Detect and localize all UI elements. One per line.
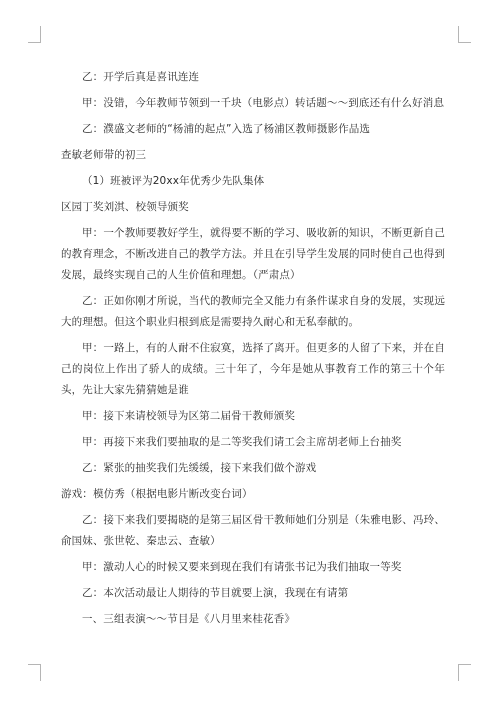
paragraph: （1）班被评为20xx年优秀少先队集体 (82, 175, 265, 187)
crop-mark-bottom-right (458, 664, 471, 681)
crop-mark-bottom-left (28, 664, 41, 681)
paragraph: 乙：本次活动最让人期待的节目就要上演，我现在有请第 (82, 587, 349, 599)
paragraph: 甲：激动人心的时候又要来到现在我们有请张书记为我们抽取一等奖 (82, 561, 402, 573)
paragraph: 查敏老师带的初三 (61, 149, 147, 161)
paragraph: 乙：接下来我们要揭晓的是第三届区骨干教师她们分别是（朱雅电影、冯玲、俞国妹、张世乾、秦忠云、查敏） (61, 514, 445, 547)
paragraph: 一、三组表演～～节目是《八月里来桂花香》 (82, 613, 295, 625)
crop-mark-top-left (28, 26, 41, 43)
paragraph: 甲：一个教师要教好学生，就得要不断的学习、吸收新的知识，不断更新自己的教育理念，不断改进自己的教学方法。并且在引导学生发展的同时使自己也得到发展，最终实现自己的人生价值和理想。（严肃点） (61, 227, 445, 281)
paragraph: 甲：一路上，有的人耐不住寂寞，选择了离开。但更多的人留了下来，并在自己的岗位上作出了骄人的成绩。三十年了，今年是她从事教育工作的第三十个年头，先让大家先猜猜她是谁 (61, 342, 445, 396)
document-body (61, 67, 445, 635)
crop-mark-top-right (458, 26, 471, 43)
paragraph: 乙：开学后真是喜讯连连 (82, 71, 200, 83)
paragraph: 乙：正如你刚才所说，当代的教师完全又能力有条件谋求自身的发展，实现远大的理想。但这个职业归根到底是需要持久耐心和无私奉献的。 (61, 295, 445, 328)
paragraph: 甲：再接下来我们要抽取的是二等奖我们请工会主席胡老师上台抽奖 (82, 436, 402, 448)
paragraph: 甲：没错，今年教师节领到一千块（电影点）转话题～～到底还有什么好消息 (82, 97, 445, 109)
paragraph: 游戏：模仿秀（根据电影片断改变台词） (61, 488, 253, 500)
paragraph: 区园丁奖刘淇、校领导颁奖 (61, 201, 189, 213)
paragraph: 乙：紧张的抽奖我们先缓缓，接下来我们做个游戏 (82, 462, 317, 474)
paragraph: 甲：接下来请校领导为区第二届骨干教师颁奖 (82, 410, 295, 422)
paragraph: 乙：濮盛文老师的“杨浦的起点”入选了杨浦区教师摄影作品选 (82, 123, 371, 135)
